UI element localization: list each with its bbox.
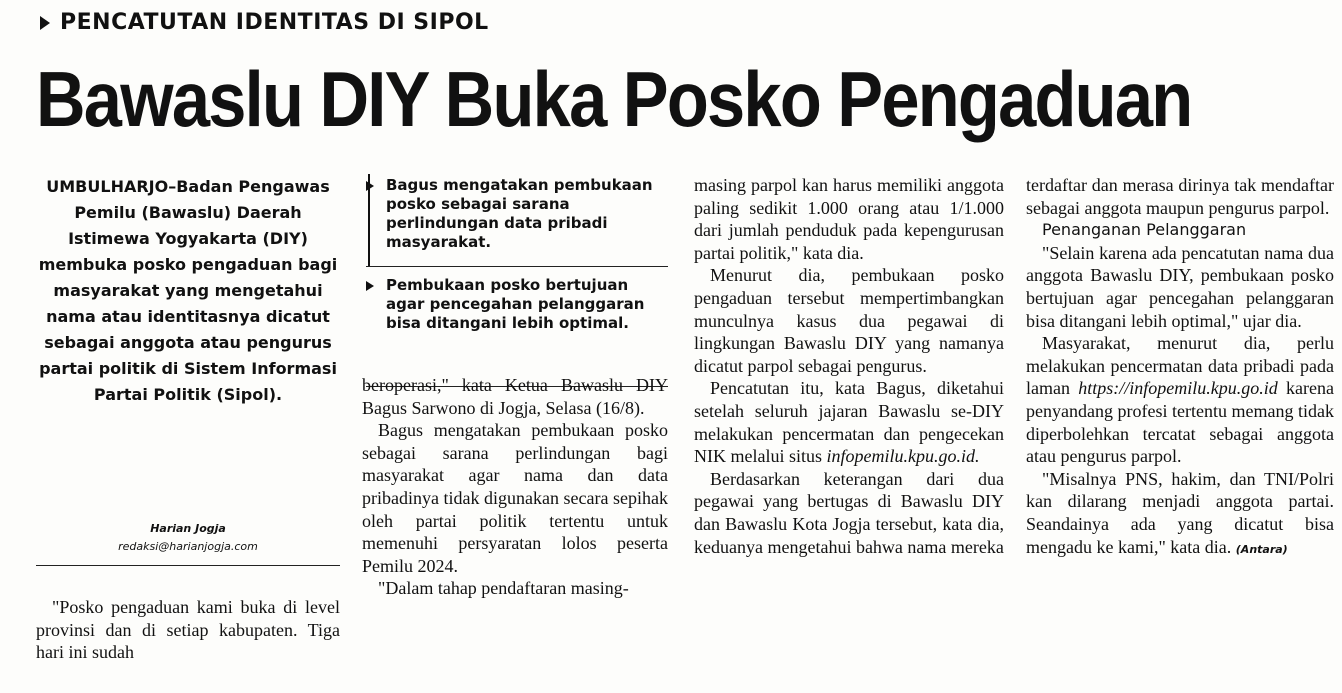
divider [36, 565, 340, 566]
body-column-3 [694, 174, 1004, 558]
body-paragraph: Menurut dia, pembukaan posko pengaduan tersebut mempertimbangkan munculnya kasus dua pegawai di lingkungan Bawaslu DIY yang namanya dicatut parpol sebagai pengurus. [694, 265, 1004, 376]
subheading: Penanganan Pelanggaran [1042, 220, 1247, 240]
lead-paragraph: UMBULHARJO–Badan Pengawas Pemilu (Bawaslu) Daerah Istimewa Yogyakarta (DIY) membuka posko pengaduan bagi masyarakat yang mengetahui nama atau identitasnya dicatut sebagai anggota atau pengurus partai politik di Sistem Informasi Partai Politik (Sipol). [38, 177, 338, 404]
body-column-2 [362, 374, 668, 600]
pullquote-box [362, 174, 668, 388]
body-paragraph: "Posko pengaduan kami buka di level provinsi dan di setiap kabupaten. Tiga hari ini sudah [36, 597, 340, 663]
body-paragraph [694, 377, 1004, 467]
body-paragraph: Bagus mengatakan pembukaan posko sebagai sarana perlindungan bagi masyarakat agar nama dan data pribadinya tidak digunakan secara sepihak oleh partai politik tertentu untuk memenuhi persyaratan lolos peserta Pemilu 2024. [362, 420, 668, 576]
site-link[interactable]: infopemilu.kpu.go.id. [826, 446, 980, 467]
body-paragraph: "Dalam tahap pendaftaran masing- [378, 578, 629, 599]
body-text: karena penyandang profesi tertentu memang tidak diperbolehkan tercatat sebagai anggota atau pengurus parpol. [1026, 378, 1335, 467]
kicker-text: PENCATUTAN IDENTITAS DI SIPOL [60, 10, 489, 35]
byline-email: redaksi@harianjogja.com [118, 540, 258, 553]
body-paragraph: beroperasi," kata Ketua Bawaslu DIY Bagus Sarwono di Jogja, Selasa (16/8). [362, 375, 668, 418]
pullquote-2: Pembukaan posko bertujuan agar pencegahan pelanggaran bisa ditangani lebih optimal. [386, 276, 656, 333]
body-paragraph: terdaftar dan merasa dirinya tak mendaftar sebagai anggota maupun pengurus parpol. [1026, 175, 1334, 218]
section-kicker [40, 10, 489, 35]
body-text: "Misalnya PNS, hakim, dan TNI/Polri kan dilarang menjadi anggota partai. Seandainya ada yang dicatut bisa mengadu ke kami," kata dia. [1026, 468, 1334, 557]
body-paragraph: "Selain karena ada pencatutan nama dua anggota Bawaslu DIY, pembukaan posko bertujuan agar pencegahan pelanggaran bisa ditangani lebih optimal," ujar dia. [1026, 242, 1334, 331]
body-column-4 [1026, 174, 1334, 561]
source-credit: (Antara) [1235, 542, 1288, 556]
body-paragraph: Berdasarkan keterangan dari dua pegawai yang bertugas di Bawaslu DIY dan Bawaslu Kota Jogja tersebut, kata dia, keduanya mengetahui bahwa nama mereka [694, 468, 1004, 557]
pullquote-1: Bagus mengatakan pembukaan posko sebagai sarana perlindungan data pribadi masyarakat. [386, 176, 656, 252]
body-paragraph: masing parpol kan harus memiliki anggota paling sedikit 1.000 orang atau 1/1.000 dari jumlah penduduk pada kepengurusan partai politik," kata dia. [694, 175, 1004, 263]
divider [366, 266, 668, 267]
site-link[interactable]: https://infopemilu.kpu.go.id [1078, 378, 1278, 399]
body-paragraph [1026, 468, 1334, 561]
body-column-1 [36, 596, 340, 664]
body-paragraph [1026, 332, 1334, 468]
headline: Bawaslu DIY Buka Posko Pengaduan [36, 55, 1192, 143]
byline-name: Harian Jogja [150, 522, 226, 535]
body-text: Pencatutan itu, kata Bagus, diketahui setelah seluruh jajaran Bawaslu se-DIY melakukan pencermatan dan pengecekan NIK melalui situs [694, 378, 1004, 467]
byline [36, 520, 340, 556]
triangle-bullet-icon [40, 16, 50, 30]
body-text: Masyarakat, menurut dia, perlu melakukan pencermatan data pribadi pada laman [1026, 333, 1334, 399]
